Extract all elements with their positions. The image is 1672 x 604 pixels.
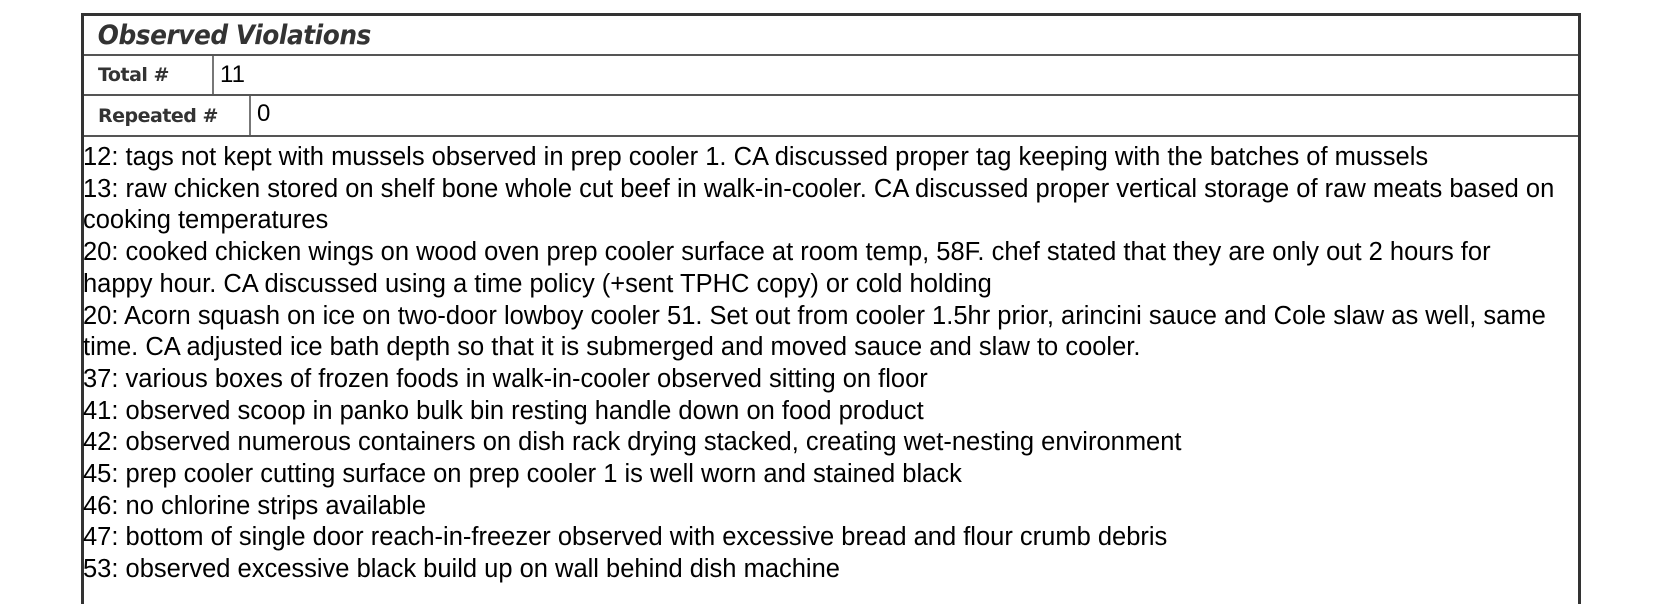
- violation-item: 13: raw chicken stored on shelf bone whole cut beef in walk-in-cooler. CA discussed proper vertical storage of raw meats based on cooking temperatures: [83, 174, 1555, 235]
- violation-item: 45: prep cooler cutting surface on prep cooler 1 is well worn and stained black: [83, 460, 962, 489]
- violation-item: 41: observed scoop in panko bulk bin resting handle down on food product: [83, 396, 924, 425]
- violation-item: 42: observed numerous containers on dish rack drying stacked, creating wet-nesting environment: [83, 428, 1182, 457]
- repeated-label: Repeated #: [84, 96, 251, 135]
- repeated-value: 0: [257, 100, 271, 127]
- observed-violations-section: [81, 13, 1581, 604]
- violation-item: 12: tags not kept with mussels observed in prep cooler 1. CA discussed proper tag keeping with the batches of mussels: [83, 143, 1429, 171]
- violations-list: [83, 137, 1578, 586]
- violation-item: 20: cooked chicken wings on wood oven prep cooler surface at room temp, 58F. chef stated that they are only out 2 hours for happy hour. CA discussed using a time policy (+sent TPHC copy) or cold holding: [83, 238, 1491, 298]
- total-label: Total #: [84, 56, 214, 94]
- violation-item: 20: Acorn squash on ice on two-door lowboy cooler 51. Set out from cooler 1.5hr prior, arincini sauce and Cole slaw as well, same time. CA adjusted ice bath depth so that it is submerged and moved sauce and slaw to cooler.: [83, 301, 1546, 362]
- violation-item: 37: various boxes of frozen foods in walk-in-cooler observed sitting on floor: [83, 364, 928, 393]
- section-header: [84, 16, 1578, 56]
- total-value: 11: [220, 61, 245, 88]
- violation-item: 53: observed excessive black build up on wall behind dish machine: [83, 555, 840, 584]
- total-violations-row: [84, 56, 1578, 96]
- violation-item: 47: bottom of single door reach-in-freezer observed with excessive bread and flour crumb debris: [83, 523, 1168, 552]
- section-title: Observed Violations: [97, 19, 371, 51]
- repeated-violations-row: [84, 96, 1578, 137]
- violation-item: 46: no chlorine strips available: [83, 491, 427, 520]
